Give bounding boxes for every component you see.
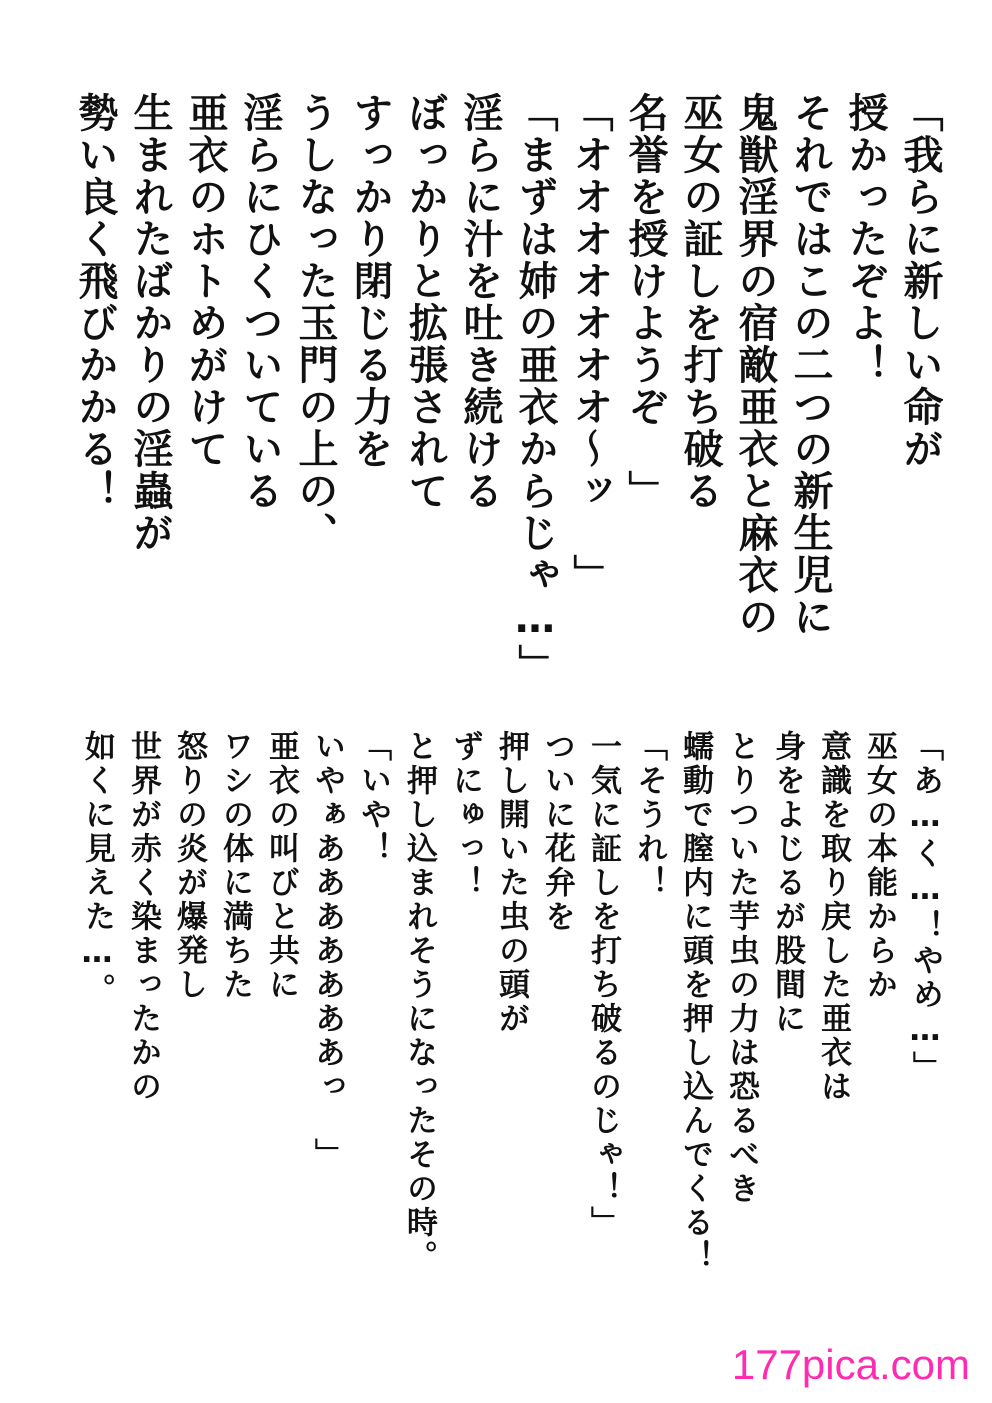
text-line: とりついた芋虫の力は恐るべき: [723, 730, 759, 1206]
text-line: 「我らに新しい命が: [897, 92, 943, 470]
text-line: 意識を取り戻した亜衣は: [815, 730, 851, 1104]
text-line: うしなった玉門の上の、: [292, 92, 338, 554]
text-line: 怒りの炎が爆発し: [171, 730, 207, 1002]
text-line: 生まれたばかりの淫蟲が: [127, 92, 173, 554]
text-line: 「オオオオオオオ〜ッ 」: [567, 92, 613, 596]
text-line: 亜衣のホトめがけて: [182, 92, 228, 470]
text-line: すっかり閉じる力を: [347, 92, 393, 470]
text-line: 淫らに汁を吐き続ける: [457, 92, 503, 512]
text-line: ずにゅっ！: [447, 730, 483, 900]
text-line: 「そうれ！: [631, 730, 667, 900]
text-line: 「まずは姉の亜衣からじゃ…」: [512, 92, 558, 686]
text-line: ぼっかりと拡張されて: [402, 92, 448, 512]
text-line: 巫女の本能からか: [861, 730, 897, 1002]
watermark-text: 177pica.com: [731, 1341, 970, 1388]
bottom-text-block: [60, 730, 943, 1290]
text-line: 授かったぞよ！: [842, 92, 888, 386]
text-line: 「いや！: [355, 730, 391, 866]
top-text-block: [60, 92, 943, 686]
text-line: 身をよじるが股間に: [769, 730, 805, 1036]
text-line: 一気に証しを打ち破るのじゃ！」: [585, 730, 621, 1240]
text-line: 蠕動で膣内に頭を押し込んでくる！: [677, 730, 713, 1274]
text-line: 亜衣の叫びと共に: [263, 730, 299, 1002]
text-line: ワシの体に満ちた: [217, 730, 253, 1002]
text-line: 名誉を授けようぞ 」: [622, 92, 668, 512]
text-line: 世界が赤く染まったかの: [125, 730, 161, 1104]
text-line: いやぁあああああああっ 」: [309, 730, 345, 1172]
text-line: 如くに見えた…。: [79, 730, 115, 1007]
text-line: 巫女の証しを打ち破る: [677, 92, 723, 512]
text-line: 勢い良く飛びかかる！: [72, 92, 118, 512]
text-line: それではこの二つの新生児に: [787, 92, 833, 638]
text-line: 「あ…く…！やめ…」: [907, 730, 943, 1085]
text-line: 淫らにひくついている: [237, 92, 283, 512]
text-line: 鬼獣淫界の宿敵亜衣と麻衣の: [732, 92, 778, 638]
text-line: と押し込まれそうになったその時。: [401, 730, 437, 1274]
text-line: ついに花弁を: [539, 730, 575, 934]
text-line: 押し開いた虫の頭が: [493, 730, 529, 1036]
